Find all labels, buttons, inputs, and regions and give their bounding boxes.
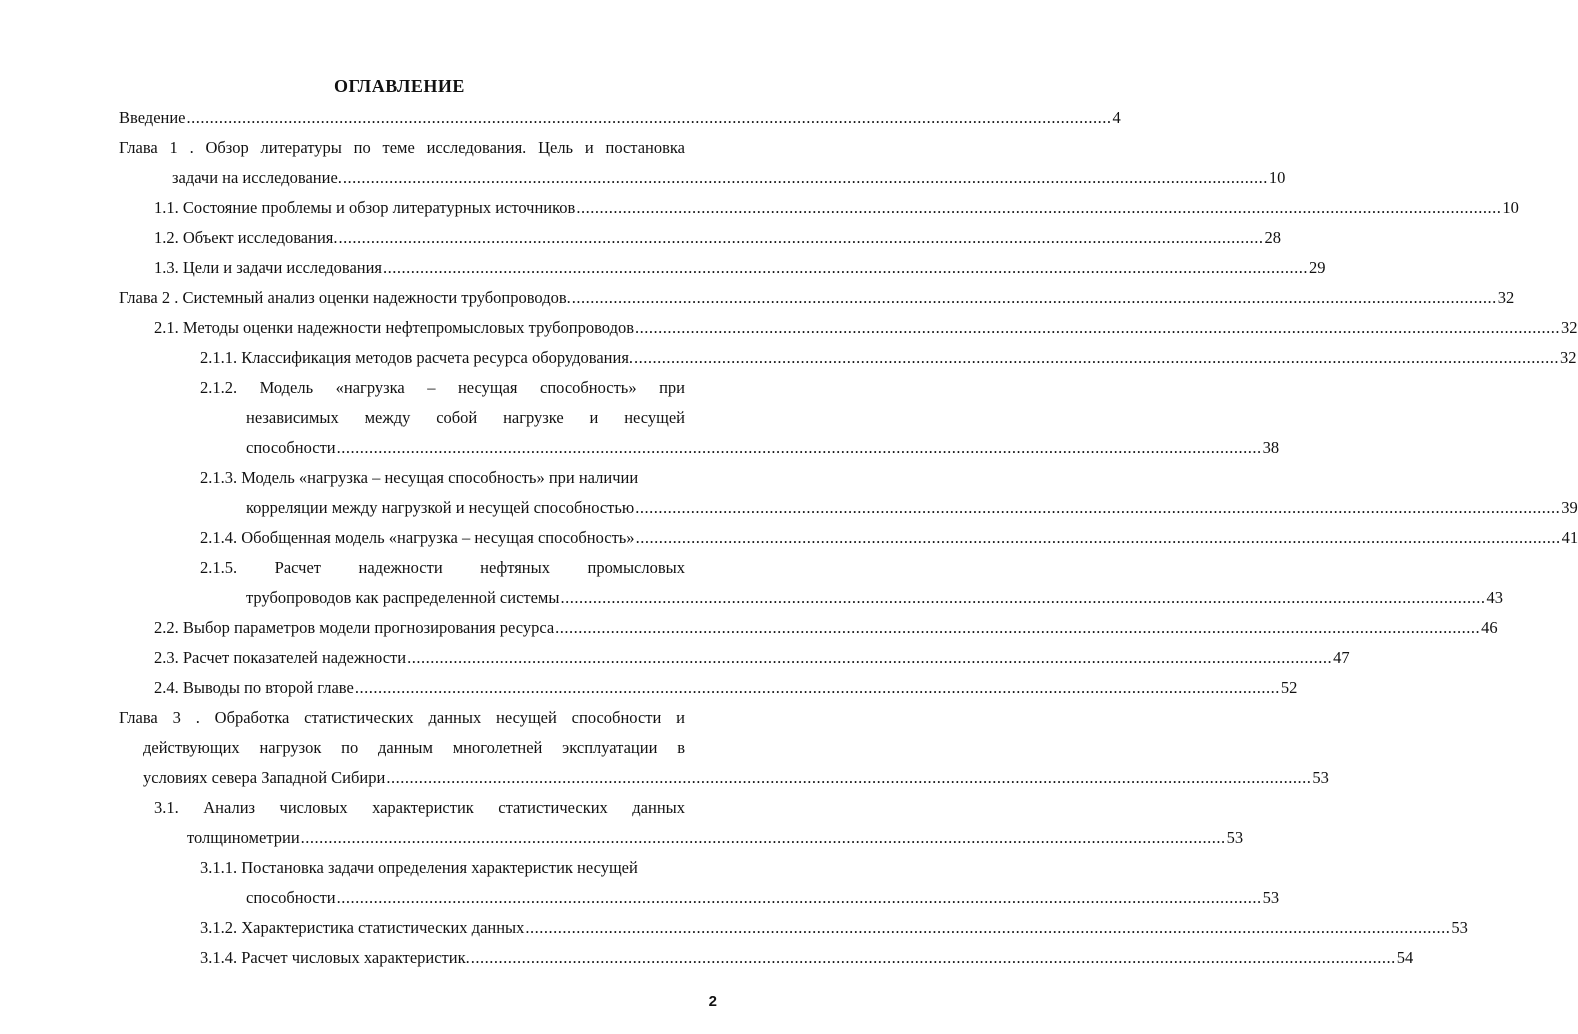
toc-leader-dots: ........................................................................................................................................................................................................ — [186, 108, 1112, 127]
toc-page-number: 43 — [1486, 588, 1503, 607]
toc-entry-title: 3.1.4. Расчет числовых характеристик. — [200, 948, 470, 967]
toc-page-number: 4 — [1112, 108, 1121, 127]
toc-entry-title: 1.3. Цели и задачи исследования — [154, 258, 383, 277]
toc-entry-chapter-2 — [119, 286, 1515, 310]
toc-page-number: 32 — [1561, 318, 1578, 337]
toc-leader-dots: ........................................................................................................................................................................................................ — [525, 918, 1451, 937]
toc-page-number: 32 — [1497, 288, 1515, 307]
toc-page-number: 47 — [1333, 648, 1350, 667]
toc-leader-dots: ........................................................................................................................................................................................................ — [555, 618, 1481, 637]
toc-leader-dots: ........................................................................................................................................................................................................ — [383, 258, 1309, 277]
toc-page-number: 28 — [1264, 228, 1281, 247]
toc-leader-dots: ........................................................................................................................................................................................................ — [354, 678, 1280, 697]
toc-page-number: 53 — [1451, 918, 1468, 937]
toc-leader-dots: ........................................................................................................................................................................................................ — [571, 288, 1497, 307]
toc-leader-dots: ........................................................................................................................................................................................................ — [635, 528, 1561, 547]
toc-leader-dots: ........................................................................................................................................................................................................ — [336, 438, 1262, 457]
toc-page-number: 46 — [1481, 618, 1498, 637]
toc-leader-dots: ........................................................................................................................................................................................................ — [635, 498, 1561, 517]
toc-entry-title: задачи на исследование. — [172, 168, 342, 187]
toc-entry-1-3 — [154, 256, 1326, 280]
toc-page-number: 32 — [1560, 348, 1577, 367]
toc-entry-title: 3.1.2. Характеристика статистических данных — [200, 918, 525, 937]
toc-entry-chapter-1 — [172, 166, 1286, 190]
toc-entry-chapter-3-line-2: действующих нагрузок по данным многолетней эксплуатации в — [143, 738, 685, 757]
toc-entry-title: способности — [246, 438, 336, 457]
toc-entry-title: толщинометрии — [187, 828, 300, 847]
toc-page-number: 10 — [1502, 198, 1519, 217]
toc-entry-3-1-1-line-1: 3.1.1. Постановка задачи определения характеристик несущей — [200, 858, 638, 877]
toc-entry-2-4 — [154, 676, 1298, 700]
toc-leader-dots: ........................................................................................................................................................................................................ — [560, 588, 1486, 607]
toc-entry-title: 2.1.1. Классификация методов расчета ресурса оборудования. — [200, 348, 634, 367]
toc-entry-title: 2.2. Выбор параметров модели прогнозирования ресурса — [154, 618, 555, 637]
toc-entry-2-1-5 — [246, 586, 1503, 610]
toc-entry-1-2 — [154, 226, 1281, 250]
toc-entry-2-1-3 — [246, 496, 1578, 520]
toc-page-number: 53 — [1226, 828, 1244, 847]
toc-page-number: 53 — [1262, 888, 1280, 907]
toc-entry-2-1-3-line-1: 2.1.3. Модель «нагрузка – несущая способность» при наличии — [200, 468, 639, 487]
toc-entry-3-1-4 — [200, 946, 1414, 970]
toc-page-number: 53 — [1312, 768, 1329, 787]
toc-entry-2-1-2 — [246, 436, 1280, 460]
toc-entry-2-1-5-line-1: 2.1.5. Расчет надежности нефтяных промысловых — [200, 558, 685, 577]
toc-entry-title: Глава 2 . Системный анализ оценки надежности трубопроводов. — [119, 288, 571, 307]
toc-entry-3-1-line-1: 3.1. Анализ числовых характеристик статистических данных — [154, 798, 685, 817]
toc-entry-3-1-1 — [246, 886, 1280, 910]
toc-entry-title: Введение — [119, 108, 186, 127]
toc-leader-dots: ........................................................................................................................................................................................................ — [470, 948, 1396, 967]
toc-leader-dots: ........................................................................................................................................................................................................ — [634, 348, 1560, 367]
toc-leader-dots: ........................................................................................................................................................................................................ — [342, 168, 1268, 187]
toc-entry-2-2 — [154, 616, 1498, 640]
toc-entry-title: корреляции между нагрузкой и несущей способностью — [246, 498, 635, 517]
toc-page-number: 52 — [1280, 678, 1298, 697]
toc-entry-title: 2.1.4. Обобщенная модель «нагрузка – несущая способность» — [200, 528, 635, 547]
toc-entry-title: 1.1. Состояние проблемы и обзор литературных источников — [154, 198, 576, 217]
toc-entry-2-1-2-line-1: 2.1.2. Модель «нагрузка – несущая способность» при — [200, 378, 685, 397]
toc-entry-title: трубопроводов как распределенной системы — [246, 588, 560, 607]
toc-entry-2-1 — [154, 316, 1578, 340]
toc-leader-dots: ........................................................................................................................................................................................................ — [635, 318, 1561, 337]
toc-entry-2-1-4 — [200, 526, 1578, 550]
toc-entry-title: 1.2. Объект исследования. — [154, 228, 338, 247]
toc-page-number: 29 — [1309, 258, 1326, 277]
toc-page-number: 54 — [1396, 948, 1414, 967]
toc-entry-chapter-1-line-1: Глава 1 . Обзор литературы по теме исследования. Цель и постановка — [119, 138, 685, 157]
toc-page-number: 41 — [1561, 528, 1578, 547]
toc-entry-title: 2.4. Выводы по второй главе — [154, 678, 354, 697]
toc-entry-chapter-3 — [143, 766, 1329, 790]
toc-entry-2-1-1 — [200, 346, 1577, 370]
toc-entry-2-3 — [154, 646, 1350, 670]
toc-entry-title: способности — [246, 888, 336, 907]
toc-entry-1-1 — [154, 196, 1519, 220]
toc-entry-3-1 — [187, 826, 1244, 850]
toc-leader-dots: ........................................................................................................................................................................................................ — [576, 198, 1502, 217]
toc-leader-dots: ........................................................................................................................................................................................................ — [386, 768, 1312, 787]
toc-entry-chapter-3-line-1: Глава 3 . Обработка статистических данных несущей способности и — [119, 708, 685, 727]
toc-entry-2-1-2-line-2: независимых между собой нагрузке и несущей — [246, 408, 685, 427]
toc-entry-title: 2.1. Методы оценки надежности нефтепромысловых трубопроводов — [154, 318, 635, 337]
toc-leader-dots: ........................................................................................................................................................................................................ — [338, 228, 1264, 247]
toc-page-number: 10 — [1268, 168, 1286, 187]
toc-page-number: 39 — [1561, 498, 1578, 517]
toc-page-number: 38 — [1262, 438, 1280, 457]
toc-entry-3-1-2 — [200, 916, 1468, 940]
toc-leader-dots: ........................................................................................................................................................................................................ — [336, 888, 1262, 907]
page-title: ОГЛАВЛЕНИЕ — [334, 76, 465, 96]
toc-leader-dots: ........................................................................................................................................................................................................ — [407, 648, 1333, 667]
toc-entry-introduction — [119, 106, 1121, 130]
page-number: 2 — [708, 993, 717, 1010]
toc-entry-title: 2.3. Расчет показателей надежности — [154, 648, 407, 667]
toc-entry-title: условиях севера Западной Сибири — [143, 768, 386, 787]
toc-leader-dots: ........................................................................................................................................................................................................ — [300, 828, 1226, 847]
